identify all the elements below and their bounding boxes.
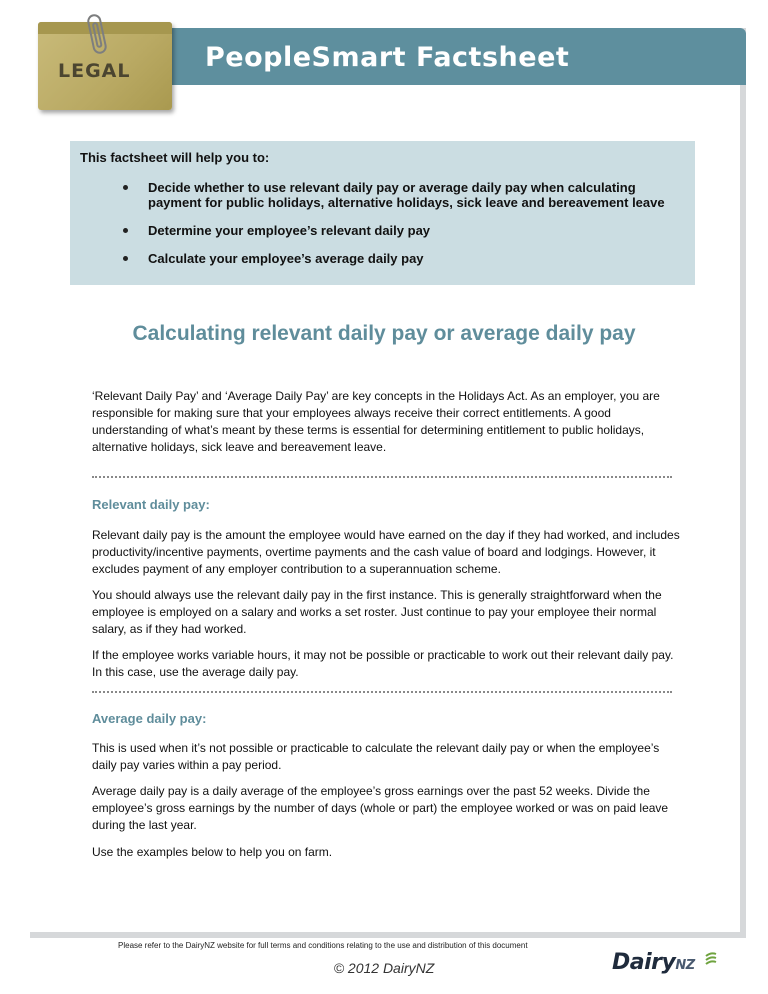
average-heading: Average daily pay: [92,711,207,726]
relevant-paragraph: You should always use the relevant daily pay in the first instance. This is generally straightforward when the employee is employed on a salary and works a set roster. Just continue to pay your employee their normal salary, as if they had worked. [92,588,662,636]
bullet-icon [123,256,128,261]
dairynz-logo [612,950,722,984]
bullet-icon [123,228,128,233]
logo-text [612,950,695,975]
intro-heading: This factsheet will help you to: [80,150,270,165]
intro-item [120,180,680,210]
average-paragraph: Use the examples below to help you on farm. [92,845,333,859]
dotted-divider [92,691,672,693]
bullet-icon [123,185,128,190]
folder-label: LEGAL [58,60,131,82]
logo-suffix: NZ [675,958,695,973]
intro-item-text: Calculate your employee’s average daily pay [148,251,424,266]
logo-main: Dairy [612,950,676,975]
intro-item-text: Decide whether to use relevant daily pay or average daily pay when calculating payment for public holidays, alternative holidays, sick leave and bereavement leave [148,180,665,210]
intro-item [120,223,680,238]
dotted-divider [92,476,672,478]
intro-paragraph: ‘Relevant Daily Pay’ and ‘Average Daily Pay’ are key concepts in the Holidays Act. As an employer, you are responsible for making sure that your employees always receive their correct entitlements. A good understanding of what’s meant by these terms is essential for determining entitlement to public holidays, alternative holidays, sick leave and bereavement leave. [92,389,660,454]
relevant-paragraph: Relevant daily pay is the amount the employee would have earned on the day if they had worked, and includes productivity/incentive payments, overtime payments and the cash value of board and lodgings. However, it excludes payment of any employer contribution to a superannuation scheme. [92,528,680,576]
relevant-paragraph: If the employee works variable hours, it may not be possible or practicable to work out their relevant daily pay. In this case, use the average daily pay. [92,648,674,679]
paperclip-inner [92,22,103,49]
intro-item-text: Determine your employee’s relevant daily pay [148,223,431,238]
copyright: © 2012 DairyNZ [333,960,435,976]
logo-swoosh-icon [704,952,718,968]
main-title: Calculating relevant daily pay or average daily pay [132,322,636,345]
factsheet-title: PeopleSmart Factsheet [205,42,570,73]
intro-list [120,180,680,279]
average-paragraph: This is used when it’s not possible or practicable to calculate the relevant daily pay or when the employee’s daily pay varies within a pay period. [92,741,660,772]
footer-notice: Please refer to the DairyNZ website for full terms and conditions relating to the use and distribution of this document [118,941,528,950]
relevant-heading: Relevant daily pay: [92,497,210,512]
average-paragraph: Average daily pay is a daily average of the employee’s gross earnings over the past 52 weeks. Divide the employee’s gross earnings by the number of days (whole or part) the employee worked or was on paid leave during the last year. [92,784,669,832]
intro-item [120,251,680,266]
